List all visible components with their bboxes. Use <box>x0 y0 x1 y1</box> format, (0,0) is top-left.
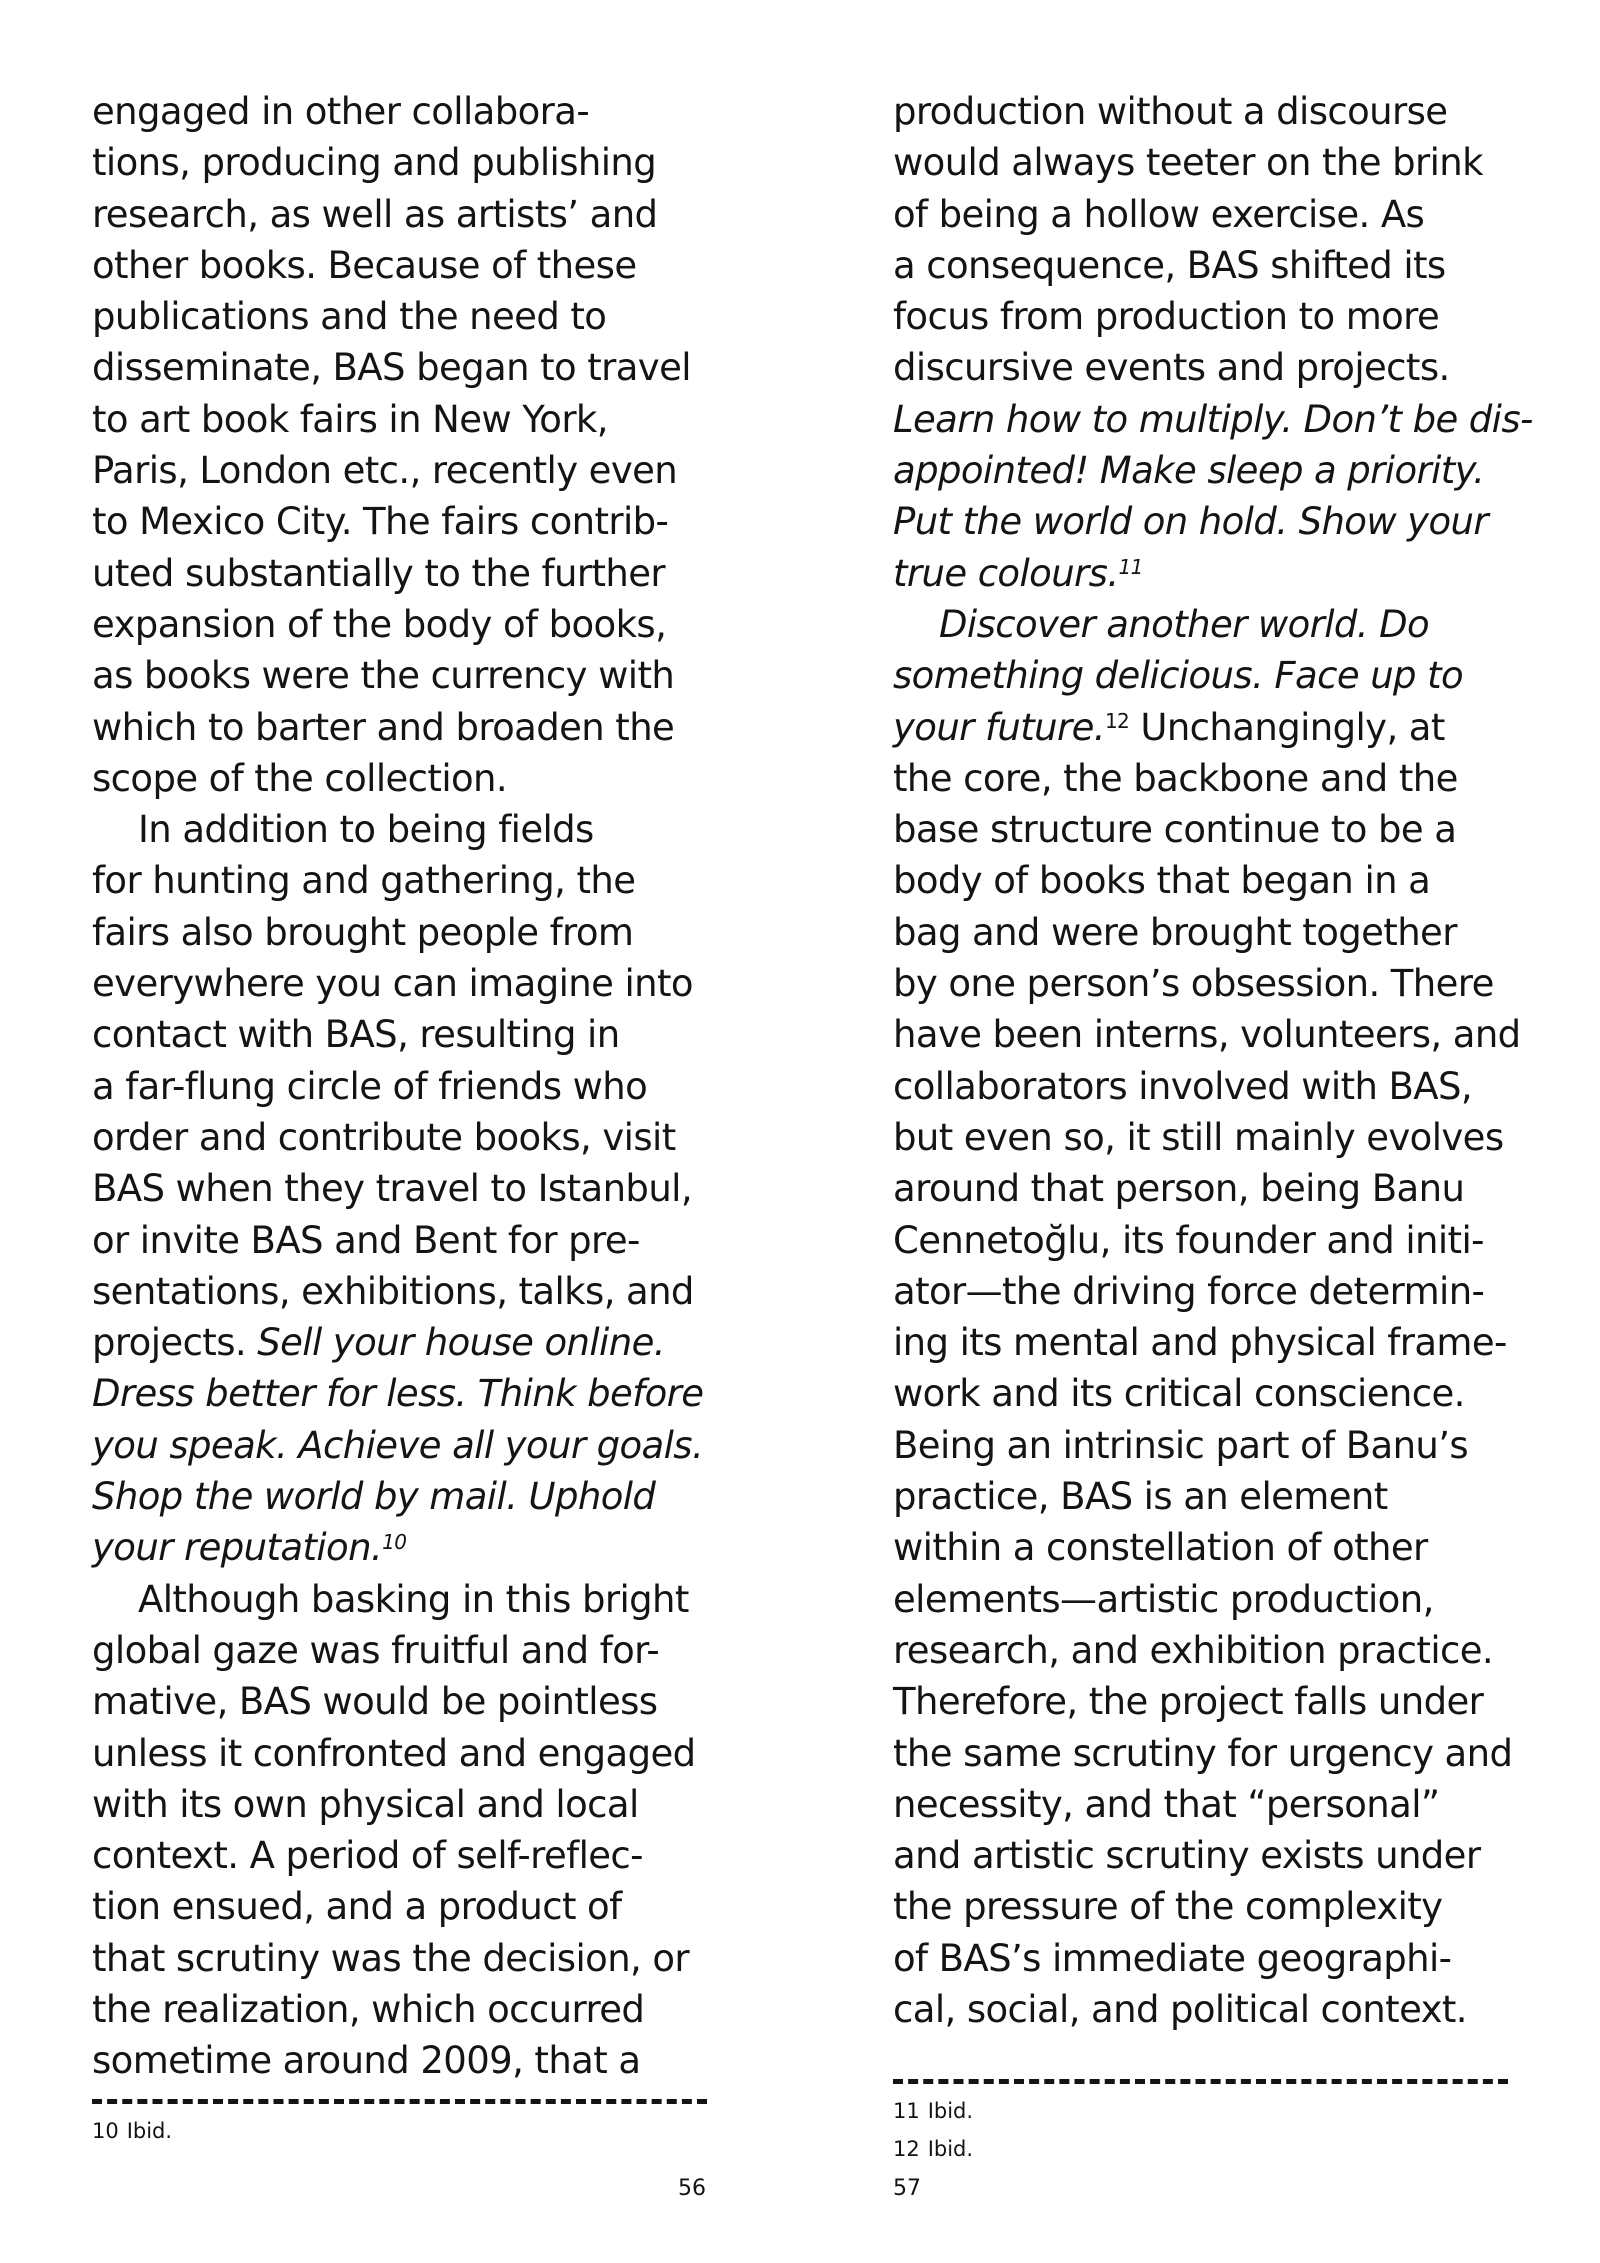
right-page <box>800 0 1600 2263</box>
text-line <box>893 394 1533 445</box>
italic-text: Dress better for less. Think before <box>92 1372 704 1416</box>
text-line: research, and exhibition practice. <box>893 1628 1494 1672</box>
text-line: of BAS’s immediate geographi- <box>893 1936 1452 1980</box>
paragraph-start-line: In addition to being fields <box>138 808 594 852</box>
text-line <box>92 1317 703 1368</box>
text-segment: Unchangingly, at <box>1129 705 1445 749</box>
italic-text: you speak. Achieve all your goals. <box>92 1423 704 1467</box>
text-line <box>92 1522 703 1573</box>
text-line: the same scrutiny for urgency and <box>893 1731 1513 1775</box>
text-line: global gaze was fruitful and for- <box>92 1628 660 1672</box>
text-line: engaged in other collabora- <box>92 90 590 133</box>
italic-text: true colours. <box>893 551 1119 595</box>
footnote <box>893 2098 973 2124</box>
text-line: focus from production to more <box>893 295 1440 339</box>
text-line: everywhere you can imagine into <box>92 962 693 1006</box>
text-line: as books were the currency with <box>92 654 675 698</box>
italic-text: your reputation. <box>92 1526 383 1570</box>
text-line: fairs also brought people from <box>92 910 634 954</box>
text-line: with its own physical and local <box>92 1782 639 1826</box>
text-line: Being an intrinsic part of Banu’s <box>893 1423 1469 1467</box>
text-line: sentations, exhibitions, talks, and <box>92 1269 694 1313</box>
footnote-text: Ibid. <box>126 2119 173 2143</box>
text-line: and artistic scrutiny exists under <box>893 1834 1481 1878</box>
italic-text: something delicious. Face up to <box>893 654 1464 698</box>
text-line: collaborators involved with BAS, <box>893 1064 1473 1108</box>
text-line: elements—artistic production, <box>893 1577 1434 1621</box>
text-line: sometime around 2009, that a <box>92 2039 641 2083</box>
text-line: BAS when they travel to Istanbul, <box>92 1167 693 1211</box>
footnote-text: Ibid. <box>927 2137 974 2161</box>
italic-text: Put the world on hold. Show your <box>893 500 1488 544</box>
italic-text: Sell your house online. <box>257 1321 665 1365</box>
italic-text: Learn how to multiply. Don’t be dis- <box>893 397 1533 441</box>
text-line: expansion of the body of books, <box>92 602 667 646</box>
text-line: disseminate, BAS began to travel <box>92 346 691 390</box>
italic-text: Discover another world. Do <box>939 602 1430 646</box>
text-line: which to barter and broaden the <box>92 705 675 749</box>
text-line <box>893 702 1533 753</box>
text-line: publications and the need to <box>92 295 607 339</box>
right-body-text <box>893 86 1533 2035</box>
text-line: tion ensued, and a product of <box>92 1885 622 1929</box>
text-line <box>893 548 1533 599</box>
text-line: ator—the driving force determin- <box>893 1269 1485 1313</box>
left-body-text <box>92 86 703 2087</box>
footnote-divider <box>92 2099 707 2104</box>
text-line: to art book fairs in New York, <box>92 397 608 441</box>
italic-text: Shop the world by mail. Uphold <box>92 1475 656 1519</box>
text-line: that scrutiny was the decision, or <box>92 1936 690 1980</box>
text-line: the core, the backbone and the <box>893 756 1458 800</box>
text-line <box>92 1420 703 1471</box>
text-line: Therefore, the project falls under <box>893 1680 1484 1724</box>
footnote-number: 12 <box>893 2137 920 2161</box>
text-line: body of books that began in a <box>893 859 1431 903</box>
footnote-reference: 10 <box>382 1529 407 1554</box>
text-line: production without a discourse <box>893 90 1448 133</box>
text-line: practice, BAS is an element <box>893 1475 1388 1519</box>
italic-text: appointed! Make sleep a priority. <box>893 449 1485 493</box>
footnote <box>893 2136 973 2162</box>
text-line: research, as well as artists’ and <box>92 192 658 236</box>
text-line: base structure continue to be a <box>893 808 1457 852</box>
page-number: 57 <box>893 2176 921 2201</box>
text-line: the pressure of the complexity <box>893 1885 1443 1929</box>
text-line: around that person, being Banu <box>893 1167 1465 1211</box>
text-line: uted substantially to the further <box>92 551 665 595</box>
paragraph-start-line: Although basking in this bright <box>138 1577 689 1621</box>
text-line: Cennetoğlu, its founder and initi- <box>893 1218 1484 1262</box>
text-line: mative, BAS would be pointless <box>92 1680 658 1724</box>
footnote-number: 11 <box>893 2099 920 2123</box>
paragraph-start-line <box>893 599 1533 650</box>
text-line: Paris, London etc., recently even <box>92 449 678 493</box>
text-line: by one person’s obsession. There <box>893 962 1494 1006</box>
text-line: the realization, which occurred <box>92 1987 645 2031</box>
text-line: to Mexico City. The fairs contrib- <box>92 500 669 544</box>
footnote-divider <box>893 2079 1508 2084</box>
text-line: contact with BAS, resulting in <box>92 1013 620 1057</box>
footnote <box>92 2118 172 2144</box>
footnote-number: 10 <box>92 2119 119 2143</box>
text-line: discursive events and projects. <box>893 346 1450 390</box>
page-number: 56 <box>678 2176 706 2201</box>
text-line: or invite BAS and Bent for pre- <box>92 1218 640 1262</box>
text-line: but even so, it still mainly evolves <box>893 1115 1504 1159</box>
text-line: other books. Because of these <box>92 243 637 287</box>
text-line: scope of the collection. <box>92 756 508 800</box>
text-line: bag and were brought together <box>893 910 1457 954</box>
text-line: order and contribute books, visit <box>92 1115 676 1159</box>
text-line: necessity, and that “personal” <box>893 1782 1440 1826</box>
text-line <box>893 650 1533 701</box>
text-line: a far-flung circle of friends who <box>92 1064 648 1108</box>
text-line: of being a hollow exercise. As <box>893 192 1425 236</box>
text-line <box>92 1471 703 1522</box>
text-line: context. A period of self-reflec- <box>92 1834 643 1878</box>
text-line: within a constellation of other <box>893 1526 1428 1570</box>
text-line: for hunting and gathering, the <box>92 859 636 903</box>
text-line: would always teeter on the brink <box>893 141 1483 185</box>
text-line: work and its critical conscience. <box>893 1372 1465 1416</box>
text-line: a consequence, BAS shifted its <box>893 243 1446 287</box>
text-line: tions, producing and publishing <box>92 141 657 185</box>
footnote-reference: 12 <box>1104 709 1130 734</box>
text-line <box>893 445 1533 496</box>
text-line: unless it confronted and engaged <box>92 1731 696 1775</box>
footnote-reference: 11 <box>1118 555 1143 580</box>
text-line <box>92 1368 703 1419</box>
footnote-text: Ibid. <box>927 2099 974 2123</box>
text-line: have been interns, volunteers, and <box>893 1013 1521 1057</box>
text-line <box>893 496 1533 547</box>
text-line: ing its mental and physical frame- <box>893 1321 1507 1365</box>
text-segment: projects. <box>92 1321 258 1365</box>
text-line: cal, social, and political context. <box>893 1987 1467 2031</box>
italic-text: your future. <box>893 705 1105 749</box>
